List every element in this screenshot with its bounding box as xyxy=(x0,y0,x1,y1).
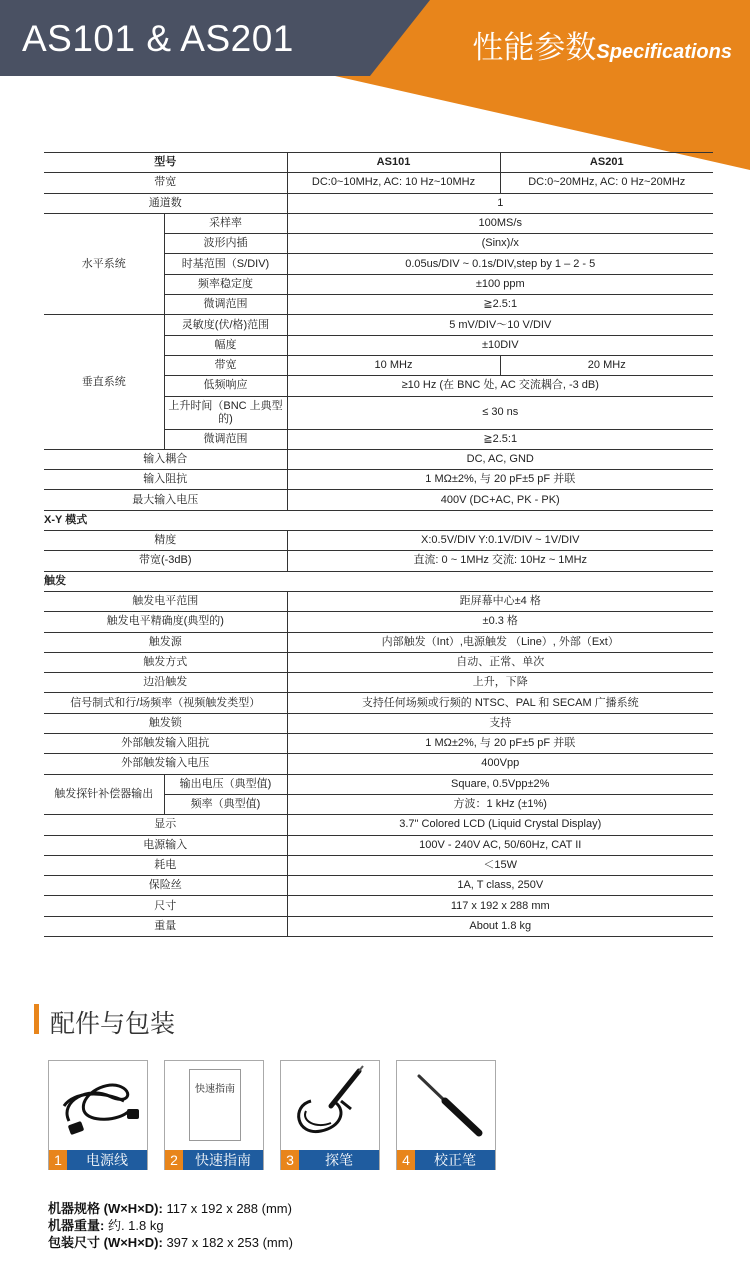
table-row xyxy=(44,774,713,794)
row-label: 触发源 xyxy=(44,632,287,652)
row-value-as201: 20 MHz xyxy=(500,355,713,375)
table-row xyxy=(44,713,713,733)
table-row xyxy=(44,876,713,896)
machine-weight xyxy=(48,1217,293,1234)
row-value-as101: 10 MHz xyxy=(287,355,500,375)
row-label: 频率（典型值) xyxy=(164,794,287,814)
row-value: ±0.3 格 xyxy=(287,612,713,632)
row-label: 幅度 xyxy=(164,335,287,355)
row-label: 触发锁 xyxy=(44,713,287,733)
row-value: (Sinx)/x xyxy=(287,234,713,254)
row-label: 触发电平范围 xyxy=(44,591,287,611)
table-header-row xyxy=(44,153,713,173)
accessory-number: 4 xyxy=(397,1150,415,1170)
table-row xyxy=(44,551,713,571)
row-value: 1A, T class, 250V xyxy=(287,876,713,896)
header-as101: AS101 xyxy=(287,153,500,173)
row-value: 自动、正常、单次 xyxy=(287,652,713,672)
accessory-label xyxy=(165,1150,263,1170)
table-row xyxy=(44,470,713,490)
accessory-text: 快速指南 xyxy=(195,1152,251,1168)
package-size-value: 397 x 182 x 253 (mm) xyxy=(162,1235,293,1250)
row-value: 117 x 192 x 288 mm xyxy=(287,896,713,916)
accessory-probe xyxy=(280,1060,380,1170)
section-trigger: 触发 xyxy=(44,571,713,591)
row-label: 波形内插 xyxy=(164,234,287,254)
row-value: 直流: 0 ~ 1MHz 交流: 10Hz ~ 1MHz xyxy=(287,551,713,571)
header-as201: AS201 xyxy=(500,153,713,173)
row-value: Square, 0.5Vpp±2% xyxy=(287,774,713,794)
row-label: 最大输入电压 xyxy=(44,490,287,510)
table-row xyxy=(44,835,713,855)
row-label: 输入阻抗 xyxy=(44,470,287,490)
row-label: 频率稳定度 xyxy=(164,274,287,294)
row-label: 时基范围（S/DIV) xyxy=(164,254,287,274)
group-probe-comp: 触发探针补偿器输出 xyxy=(44,774,164,815)
spec-title xyxy=(472,22,732,67)
accessory-power-cord xyxy=(48,1060,148,1170)
row-value: 100V - 240V AC, 50/60Hz, CAT II xyxy=(287,835,713,855)
table-row xyxy=(44,315,713,335)
quick-guide-paper-text: 快速指南 xyxy=(195,1084,235,1095)
table-row xyxy=(44,652,713,672)
row-value: 1 MΩ±2%, 与 20 pF±5 pF 并联 xyxy=(287,734,713,754)
probe-icon xyxy=(281,1061,379,1149)
table-row xyxy=(44,754,713,774)
table-row xyxy=(44,734,713,754)
table-row xyxy=(44,693,713,713)
machine-size xyxy=(48,1200,293,1217)
group-vertical: 垂直系统 xyxy=(44,315,164,449)
quick-guide-icon xyxy=(189,1069,241,1141)
row-label: 电源输入 xyxy=(44,835,287,855)
accessory-label xyxy=(397,1150,495,1170)
table-row xyxy=(44,632,713,652)
power-cord-icon xyxy=(49,1061,147,1149)
row-value: 上升，下降 xyxy=(287,673,713,693)
accessory-number: 1 xyxy=(49,1150,67,1170)
row-label: 输出电压（典型值) xyxy=(164,774,287,794)
row-label: 触发方式 xyxy=(44,652,287,672)
row-value: About 1.8 kg xyxy=(287,916,713,936)
row-label: 重量 xyxy=(44,916,287,936)
table-row xyxy=(44,173,713,193)
accessory-number: 3 xyxy=(281,1150,299,1170)
table-row xyxy=(44,855,713,875)
machine-size-value: 117 x 192 x 288 (mm) xyxy=(162,1201,292,1216)
row-value: 400Vpp xyxy=(287,754,713,774)
row-label: 触发电平精确度(典型的) xyxy=(44,612,287,632)
accessory-text: 电源线 xyxy=(86,1152,128,1168)
table-row xyxy=(44,490,713,510)
table-row xyxy=(44,449,713,469)
row-value: ≤ 30 ns xyxy=(287,396,713,429)
header-model: 型号 xyxy=(44,153,287,173)
row-value: 支持 xyxy=(287,713,713,733)
table-row xyxy=(44,673,713,693)
machine-size-label: 机器规格 (W×H×D): xyxy=(48,1201,163,1216)
row-value: 支持任何场频或行频的 NTSC、PAL 和 SECAM 广播系统 xyxy=(287,693,713,713)
row-value-as201: DC:0~20MHz, AC: 0 Hz~20MHz xyxy=(500,173,713,193)
row-label: 采样率 xyxy=(164,213,287,233)
package-size xyxy=(48,1234,293,1251)
model-title: AS101 & AS201 xyxy=(22,18,294,59)
row-label: 尺寸 xyxy=(44,896,287,916)
accessory-calibration-pen xyxy=(396,1060,496,1170)
row-label: 微调范围 xyxy=(164,295,287,315)
table-row xyxy=(44,896,713,916)
row-value: 400V (DC+AC, PK - PK) xyxy=(287,490,713,510)
table-row xyxy=(44,213,713,233)
row-value: 1 MΩ±2%, 与 20 pF±5 pF 并联 xyxy=(287,470,713,490)
row-value: ±100 ppm xyxy=(287,274,713,294)
table-row xyxy=(44,531,713,551)
table-row xyxy=(44,815,713,835)
row-label: 带宽 xyxy=(44,173,287,193)
accessory-quick-guide xyxy=(164,1060,264,1170)
section-row xyxy=(44,571,713,591)
row-value: DC, AC, GND xyxy=(287,449,713,469)
calibration-pen-icon xyxy=(397,1061,495,1149)
row-label: 外部触发输入阻抗 xyxy=(44,734,287,754)
row-label: 低频响应 xyxy=(164,376,287,396)
row-label: 显示 xyxy=(44,815,287,835)
row-value-as101: DC:0~10MHz, AC: 10 Hz~10MHz xyxy=(287,173,500,193)
table-row xyxy=(44,916,713,936)
row-label: 保险丝 xyxy=(44,876,287,896)
package-size-label: 包装尺寸 (W×H×D): xyxy=(48,1235,163,1250)
package-info xyxy=(48,1200,293,1251)
row-label: 信号制式和行/场频率（视频触发类型） xyxy=(44,693,287,713)
row-label: 灵敏度(伏/格)范围 xyxy=(164,315,287,335)
row-value: X:0.5V/DIV Y:0.1V/DIV ~ 1V/DIV xyxy=(287,531,713,551)
accessory-text: 探笔 xyxy=(325,1152,353,1168)
machine-weight-value: 约. 1.8 kg xyxy=(104,1218,164,1233)
accessory-text: 校正笔 xyxy=(434,1152,476,1168)
row-value: 距屏幕中心±4 格 xyxy=(287,591,713,611)
row-label: 通道数 xyxy=(44,193,287,213)
row-value: 方波：1 kHz (±1%) xyxy=(287,794,713,814)
accessories-accent-bar xyxy=(34,1004,39,1034)
table-row xyxy=(44,591,713,611)
row-label: 上升时间（BNC 上典型的) xyxy=(164,396,287,429)
row-value: 3.7" Colored LCD (Liquid Crystal Display) xyxy=(287,815,713,835)
accessory-label xyxy=(281,1150,379,1170)
accessories-title: 配件与包装 xyxy=(50,1010,176,1038)
row-label: 微调范围 xyxy=(164,429,287,449)
accessory-number: 2 xyxy=(165,1150,183,1170)
row-label: 精度 xyxy=(44,531,287,551)
table-row xyxy=(44,612,713,632)
row-label: 边沿触发 xyxy=(44,673,287,693)
row-value: ≧2.5:1 xyxy=(287,429,713,449)
group-horizontal: 水平系统 xyxy=(44,213,164,314)
table-row xyxy=(44,193,713,213)
row-value: ≥10 Hz (在 BNC 处, AC 交流耦合, -3 dB) xyxy=(287,376,713,396)
row-value: 5 mV/DIV～10 V/DIV xyxy=(287,315,713,335)
row-value: ≧2.5:1 xyxy=(287,295,713,315)
section-row xyxy=(44,510,713,530)
row-label: 带宽 xyxy=(164,355,287,375)
row-value: 0.05us/DIV ~ 0.1s/DIV,step by 1 – 2 - 5 xyxy=(287,254,713,274)
row-value: 内部触发（Int）,电源触发 （Line）, 外部（Ext） xyxy=(287,632,713,652)
machine-weight-label: 机器重量: xyxy=(48,1218,105,1233)
row-label: 耗电 xyxy=(44,855,287,875)
row-value: 1 xyxy=(287,193,713,213)
spec-title-en: Specifications xyxy=(596,41,732,63)
row-label: 输入耦合 xyxy=(44,449,287,469)
accessory-label xyxy=(49,1150,147,1170)
section-xy: X-Y 模式 xyxy=(44,510,713,530)
row-value: ±10DIV xyxy=(287,335,713,355)
row-value: 100MS/s xyxy=(287,213,713,233)
spec-title-cn: 性能参数 xyxy=(472,30,597,65)
row-label: 外部触发输入电压 xyxy=(44,754,287,774)
row-label: 带宽(-3dB) xyxy=(44,551,287,571)
row-value: ＜15W xyxy=(287,855,713,875)
spec-table xyxy=(44,152,713,937)
